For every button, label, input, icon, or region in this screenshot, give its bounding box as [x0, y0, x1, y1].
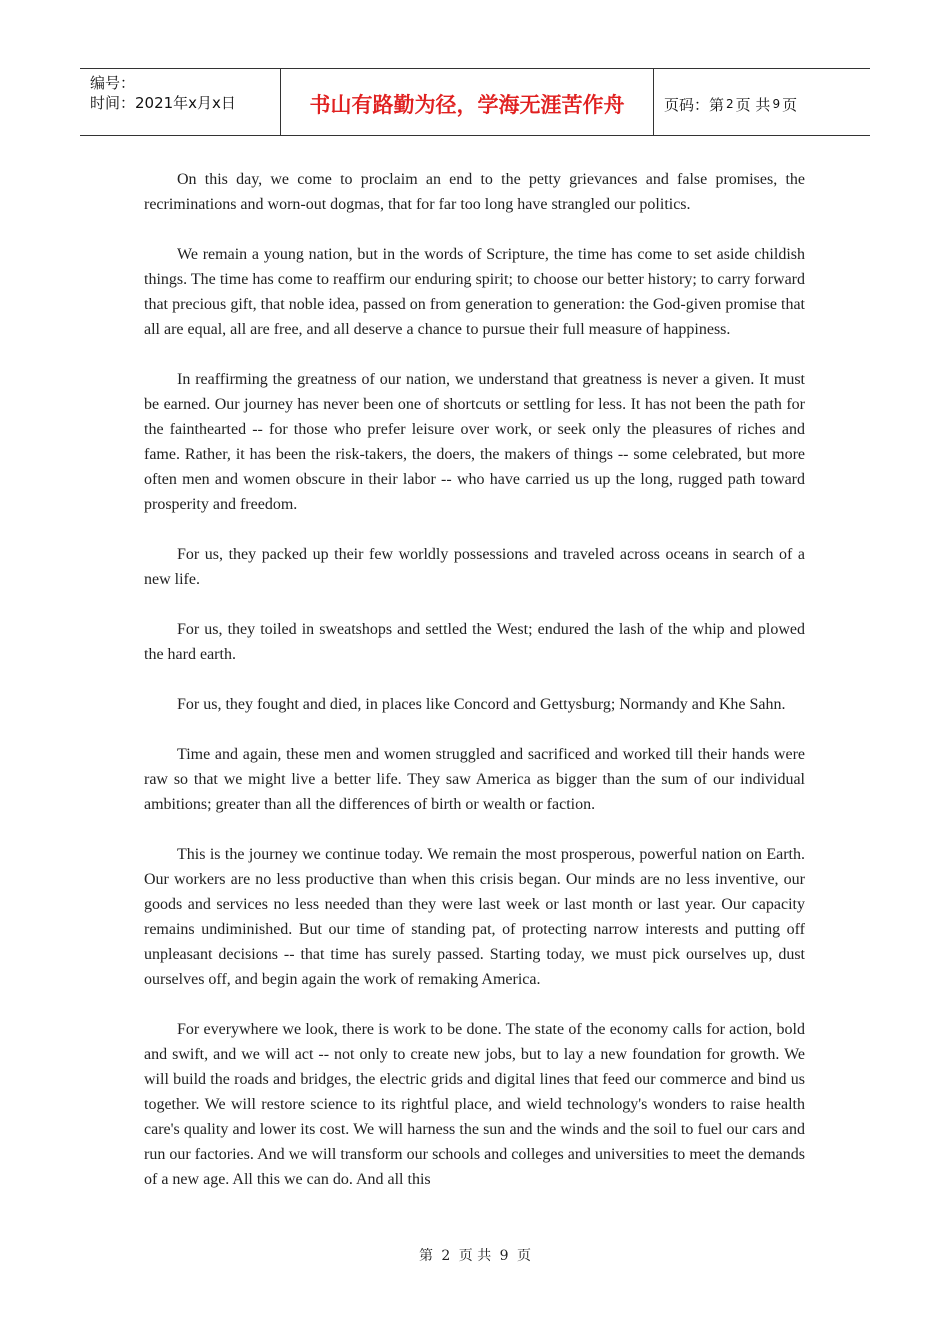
date-label: 时间：2021年x月x日 [90, 94, 236, 112]
page-footer [0, 1245, 950, 1265]
page-mid: 页 共 [735, 95, 771, 114]
document-body [144, 167, 805, 1217]
paragraph: For everywhere we look, there is work to be done. The state of the economy calls for action, bold and swift, and we will act -- not only to create new jobs, but to lay a new foundation for growth. We will build the roads and bridges, the electric grids and digital lines that feed our commerce and bind us together. We will restore science to its rightful place, and wield technology's wonders to raise health care's quality and lower its cost. We will harness the sun and the winds and the soil to fuel our cars and run our factories. And we will transform our schools and colleges and universities to meet the demands of a new age. All this we can do. And all this [144, 1021, 805, 1188]
footer-page-number: 2 [441, 1248, 451, 1264]
header-page-indicator [654, 69, 870, 135]
paragraph: Time and again, these men and women struggled and sacrificed and worked till their hands were raw so that we might live a better life. They saw America as bigger than the sum of our individual ambitions; greater than all the differences of birth or wealth or faction. [144, 746, 805, 813]
footer-suffix: 页 [517, 1248, 532, 1264]
footer-page-total: 9 [499, 1248, 509, 1264]
page-prefix: 页码：第 [664, 95, 725, 114]
paragraph: This is the journey we continue today. We remain the most prosperous, powerful nation on Earth. Our workers are no less productive than when this crisis began. Our minds are no less inventive, our goods and services no less needed than they were last week or last month or last year. Our capacity remains undiminished. But our time of standing pat, of protecting narrow interests and putting off unpleasant decisions -- that time has surely passed. Starting today, we must pick ourselves up, dust ourselves off, and begin again the work of remaking America. [144, 846, 805, 988]
paragraph: On this day, we come to proclaim an end to the petty grievances and false promises, the recriminations and worn-out dogmas, that for far too long have strangled our politics. [144, 171, 805, 213]
header-motto: 书山有路勤为径，学海无涯苦作舟 [281, 69, 654, 135]
serial-label: 编号： [90, 74, 136, 92]
paragraph: We remain a young nation, but in the words of Scripture, the time has come to set aside childish things. The time has come to reaffirm our enduring spirit; to choose our better history; to carry forward that precious gift, that noble idea, passed on from generation to generation: the God-given promise that all are equal, all are free, and all deserve a chance to pursue their full measure of happiness. [144, 246, 805, 338]
header-meta [80, 69, 281, 135]
page-header [80, 68, 870, 136]
paragraph: In reaffirming the greatness of our nation, we understand that greatness is never a given. It must be earned. Our journey has never been one of shortcuts or settling for less. It has not been the path for the fainthearted -- for those who prefer leisure over work, or seek only the pleasures of riches and fame. Rather, it has been the risk-takers, the doers, the makers of things -- some celebrated, but more often men and women obscure in their labor -- who have carried us up the long, rugged path toward prosperity and freedom. [144, 371, 805, 513]
paragraph: For us, they packed up their few worldly possessions and traveled across oceans in search of a new life. [144, 546, 805, 588]
paragraph: For us, they fought and died, in places like Concord and Gettysburg; Normandy and Khe Sahn. [177, 696, 786, 713]
paragraph: For us, they toiled in sweatshops and settled the West; endured the lash of the whip and plowed the hard earth. [144, 621, 805, 663]
footer-prefix: 第 [418, 1248, 433, 1264]
page-suffix: 页 [782, 95, 798, 114]
page-total: 9 [772, 97, 781, 111]
page-number: 2 [726, 97, 734, 111]
footer-mid: 页 共 [458, 1248, 492, 1264]
